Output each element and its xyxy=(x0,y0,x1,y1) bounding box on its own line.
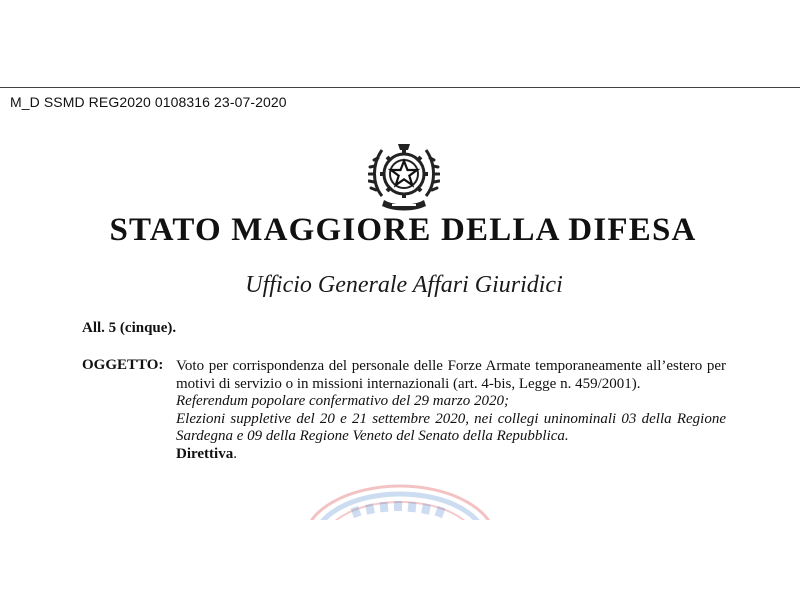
referendum-line: Referendum popolare confermativo del 29 marzo 2020; xyxy=(176,393,509,409)
protocol-number: M_D SSMD REG2020 0108316 23-07-2020 xyxy=(10,94,287,110)
watermark-stamp xyxy=(300,480,500,520)
subject-body xyxy=(176,358,726,463)
attachment-note: All. 5 (cinque). xyxy=(82,320,177,336)
office-subtitle: Ufficio Generale Affari Giuridici xyxy=(245,272,563,298)
subject-text: Voto per corrispondenza del personale delle Forze Armate temporaneamente all’estero per motivi di servizio o in missioni internazionali (art. 4-bis, Legge n. 459/2001). xyxy=(176,358,726,392)
subject-colon: : xyxy=(158,357,164,373)
subject-label-text: OGGETTO xyxy=(82,357,159,373)
elections-line: Elezioni suppletive del 20 e 21 settembre 2020, nei collegi uninominali 03 della Regione Sardegna e 09 della Regione Veneto del Senato della Repubblica. xyxy=(176,410,726,444)
subject-label xyxy=(82,357,163,374)
directive-period: . xyxy=(233,445,237,462)
italian-republic-emblem-icon xyxy=(368,134,440,212)
directive-line xyxy=(176,446,726,464)
organization-title: STATO MAGGIORE DELLA DIFESA xyxy=(109,212,697,248)
header-rule xyxy=(0,87,800,88)
directive-label: Direttiva xyxy=(176,445,234,462)
